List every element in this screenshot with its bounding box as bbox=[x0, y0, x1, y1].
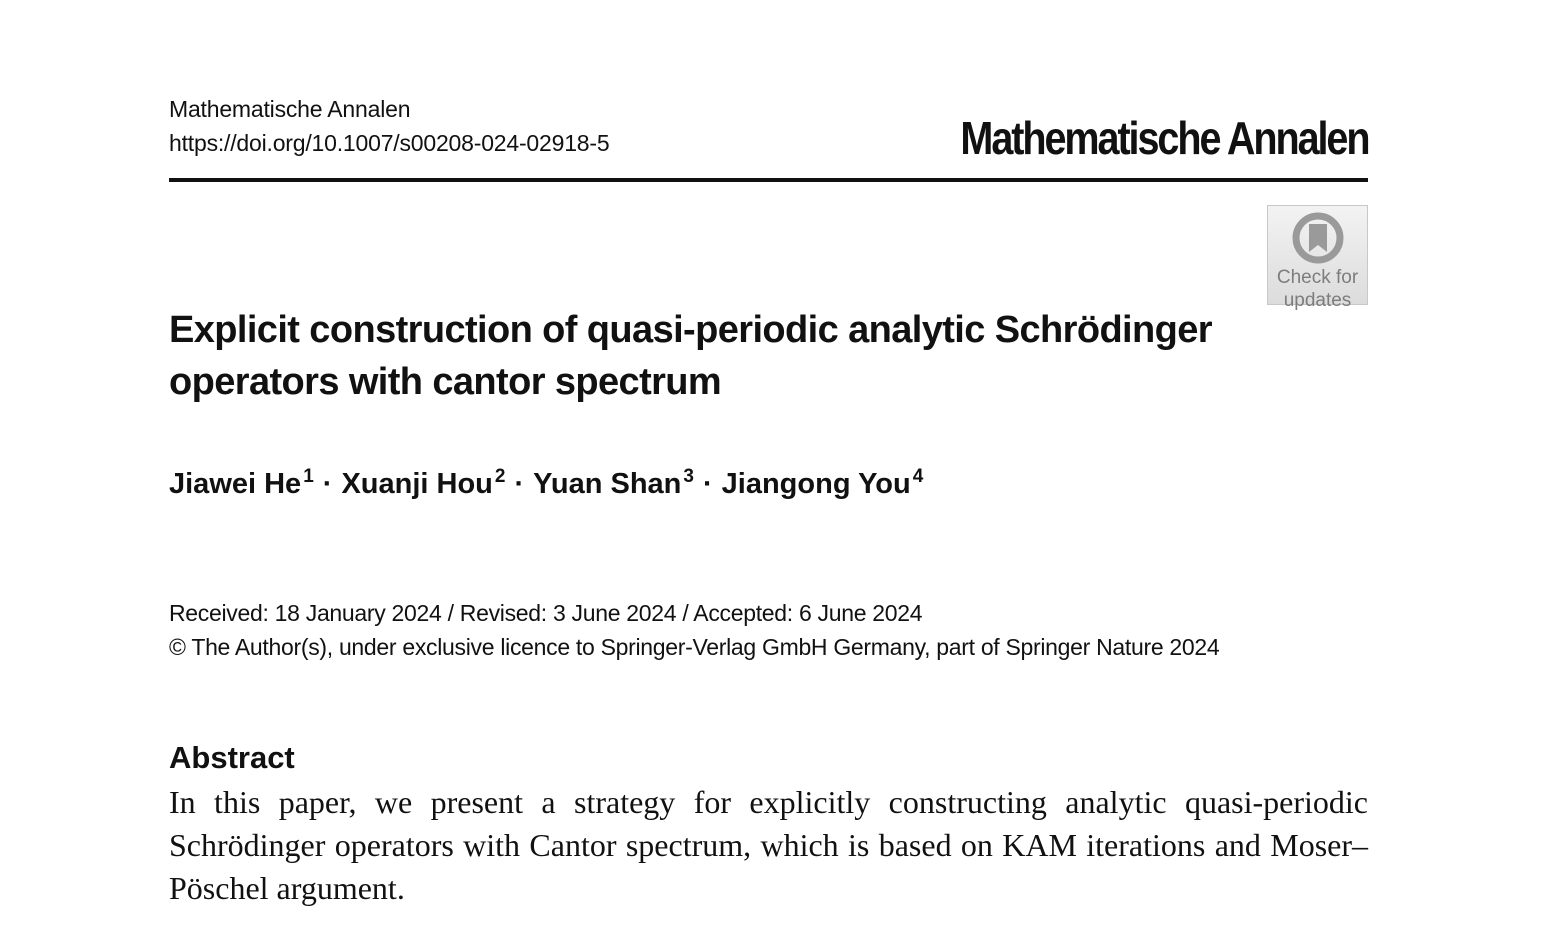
header-divider bbox=[169, 178, 1368, 182]
author-list bbox=[169, 462, 923, 506]
author-separator: · bbox=[702, 468, 713, 500]
affiliation-marker: 2 bbox=[494, 466, 506, 487]
affiliation-marker: 4 bbox=[912, 466, 924, 487]
author-name: Xuanji Hou $^2$ bbox=[341, 466, 506, 500]
publication-history bbox=[169, 596, 1219, 664]
journal-meta bbox=[169, 92, 609, 160]
author-name: Jiangong You $^4$ bbox=[721, 466, 924, 500]
history-dates: Received: 18 January 2024 / Revised: 3 June 2024 / Accepted: 6 June 2024 bbox=[169, 600, 923, 626]
author-name: Yuan Shan $^3$ bbox=[533, 466, 694, 500]
badge-text-line2: updates bbox=[1283, 290, 1352, 311]
paper-first-page bbox=[169, 0, 1368, 952]
abstract-body: In this paper, we present a strategy for explicitly constructing analytic quasi-periodic Schrödinger operators with Cantor spectrum, which is based on KAM iterations and Moser–Pöschel argument. bbox=[169, 784, 1368, 906]
journal-masthead-logo: Mathematische Annalen bbox=[959, 112, 1368, 164]
doi-link[interactable]: https://doi.org/10.1007/s00208-024-02918-5 bbox=[169, 130, 610, 156]
affiliation-marker: 3 bbox=[683, 466, 694, 487]
affiliation-marker: 1 bbox=[303, 466, 314, 487]
abstract-heading: Abstract bbox=[169, 740, 295, 775]
author-separator: · bbox=[322, 468, 333, 500]
check-for-updates-badge[interactable] bbox=[1267, 205, 1368, 311]
paper-title: Explicit construction of quasi-periodic analytic Schrödinger operators with cantor spectrum bbox=[169, 309, 1212, 403]
journal-name: Mathematische Annalen bbox=[169, 96, 411, 122]
author-name: Jiawei He $^1$ bbox=[169, 466, 314, 500]
author-separator: · bbox=[514, 468, 525, 500]
badge-text-line1: Check for bbox=[1276, 267, 1359, 288]
bookmark-check-icon bbox=[1292, 212, 1344, 264]
copyright-notice: © The Author(s), under exclusive licence to Springer-Verlag GmbH Germany, part of Springer Nature 2024 bbox=[169, 634, 1220, 660]
